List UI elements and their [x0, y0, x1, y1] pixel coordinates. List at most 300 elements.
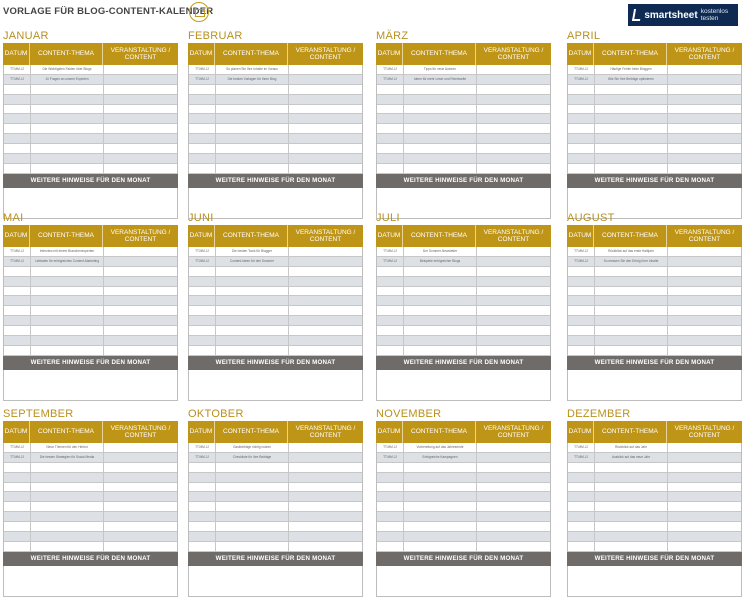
event-cell[interactable] — [104, 105, 177, 114]
topic-cell[interactable] — [595, 154, 668, 163]
table-row[interactable] — [568, 154, 741, 164]
date-cell[interactable] — [4, 95, 31, 104]
date-cell[interactable] — [377, 483, 404, 492]
date-cell[interactable] — [568, 502, 595, 511]
table-row[interactable] — [189, 65, 362, 75]
event-cell[interactable] — [289, 483, 362, 492]
table-row[interactable] — [568, 463, 741, 473]
event-cell[interactable] — [477, 336, 550, 345]
event-cell[interactable] — [668, 473, 741, 482]
event-cell[interactable] — [104, 134, 177, 143]
event-cell[interactable] — [289, 154, 362, 163]
table-row[interactable] — [568, 287, 741, 297]
topic-cell[interactable] — [595, 522, 668, 531]
event-cell[interactable] — [668, 336, 741, 345]
event-cell[interactable] — [289, 267, 362, 276]
table-row[interactable] — [189, 502, 362, 512]
topic-cell[interactable] — [404, 316, 477, 325]
date-cell[interactable] — [4, 492, 31, 501]
event-cell[interactable] — [477, 346, 550, 355]
event-cell[interactable] — [477, 247, 550, 256]
date-cell[interactable] — [377, 316, 404, 325]
event-cell[interactable] — [289, 75, 362, 84]
table-row[interactable] — [568, 336, 741, 346]
date-cell[interactable] — [189, 277, 216, 286]
date-cell[interactable] — [568, 483, 595, 492]
event-cell[interactable] — [289, 257, 362, 266]
table-row[interactable] — [4, 453, 177, 463]
topic-cell[interactable] — [595, 95, 668, 104]
topic-cell[interactable] — [404, 473, 477, 482]
event-cell[interactable] — [289, 463, 362, 472]
event-cell[interactable] — [477, 532, 550, 541]
table-row[interactable] — [4, 105, 177, 115]
topic-cell[interactable] — [404, 336, 477, 345]
date-cell[interactable] — [377, 532, 404, 541]
table-row[interactable] — [568, 443, 741, 453]
topic-cell[interactable]: Wie Sie Ihre Beiträge optimieren — [595, 75, 668, 84]
event-cell[interactable] — [477, 512, 550, 521]
table-row[interactable] — [4, 287, 177, 297]
topic-cell[interactable] — [404, 326, 477, 335]
date-cell[interactable] — [189, 502, 216, 511]
topic-cell[interactable] — [216, 277, 289, 286]
date-cell[interactable] — [4, 326, 31, 335]
date-cell[interactable] — [189, 114, 216, 123]
date-cell[interactable]: TT.MM.JJ — [568, 65, 595, 74]
topic-cell[interactable] — [31, 492, 104, 501]
table-row[interactable] — [377, 336, 550, 346]
notes-area[interactable] — [3, 370, 178, 401]
table-row[interactable] — [189, 453, 362, 463]
date-cell[interactable] — [568, 267, 595, 276]
event-cell[interactable] — [104, 85, 177, 94]
event-cell[interactable] — [668, 542, 741, 551]
date-cell[interactable] — [568, 124, 595, 133]
topic-cell[interactable] — [404, 164, 477, 173]
table-row[interactable] — [377, 247, 550, 257]
date-cell[interactable]: TT.MM.JJ — [377, 65, 404, 74]
topic-cell[interactable] — [31, 512, 104, 521]
event-cell[interactable] — [477, 114, 550, 123]
event-cell[interactable] — [477, 65, 550, 74]
event-cell[interactable] — [104, 473, 177, 482]
topic-cell[interactable] — [404, 267, 477, 276]
date-cell[interactable]: TT.MM.JJ — [377, 443, 404, 452]
topic-cell[interactable] — [31, 473, 104, 482]
event-cell[interactable] — [104, 114, 177, 123]
table-row[interactable] — [189, 277, 362, 287]
topic-cell[interactable]: Vorbereitung auf das Jahresende — [404, 443, 477, 452]
table-row[interactable] — [4, 257, 177, 267]
date-cell[interactable] — [4, 532, 31, 541]
topic-cell[interactable] — [31, 542, 104, 551]
date-cell[interactable] — [568, 164, 595, 173]
topic-cell[interactable] — [595, 114, 668, 123]
event-cell[interactable] — [668, 154, 741, 163]
topic-cell[interactable] — [404, 95, 477, 104]
date-cell[interactable] — [568, 85, 595, 94]
table-row[interactable] — [189, 114, 362, 124]
table-row[interactable] — [377, 326, 550, 336]
date-cell[interactable] — [189, 522, 216, 531]
table-row[interactable] — [377, 296, 550, 306]
date-cell[interactable] — [4, 277, 31, 286]
event-cell[interactable] — [668, 483, 741, 492]
date-cell[interactable] — [4, 346, 31, 355]
event-cell[interactable] — [477, 463, 550, 472]
date-cell[interactable] — [4, 105, 31, 114]
topic-cell[interactable] — [31, 326, 104, 335]
event-cell[interactable] — [668, 134, 741, 143]
event-cell[interactable] — [668, 124, 741, 133]
topic-cell[interactable] — [595, 134, 668, 143]
table-row[interactable] — [4, 443, 177, 453]
topic-cell[interactable] — [216, 492, 289, 501]
table-row[interactable] — [568, 65, 741, 75]
topic-cell[interactable]: Ausblick auf das neue Jahr — [595, 453, 668, 462]
topic-cell[interactable] — [216, 134, 289, 143]
date-cell[interactable] — [189, 105, 216, 114]
event-cell[interactable] — [104, 287, 177, 296]
event-cell[interactable] — [668, 247, 741, 256]
event-cell[interactable] — [289, 114, 362, 123]
event-cell[interactable] — [477, 443, 550, 452]
topic-cell[interactable]: Die besten Tools für Blogger — [216, 247, 289, 256]
event-cell[interactable] — [668, 75, 741, 84]
table-row[interactable] — [568, 164, 741, 174]
event-cell[interactable] — [289, 65, 362, 74]
table-row[interactable] — [377, 473, 550, 483]
event-cell[interactable] — [104, 453, 177, 462]
date-cell[interactable] — [4, 154, 31, 163]
date-cell[interactable] — [377, 492, 404, 501]
table-row[interactable] — [189, 316, 362, 326]
table-row[interactable] — [189, 124, 362, 134]
table-row[interactable] — [189, 512, 362, 522]
date-cell[interactable]: TT.MM.JJ — [568, 453, 595, 462]
topic-cell[interactable] — [595, 512, 668, 521]
date-cell[interactable] — [4, 316, 31, 325]
notes-area[interactable] — [3, 566, 178, 597]
topic-cell[interactable]: Interview mit einem Branchenexperten — [31, 247, 104, 256]
event-cell[interactable] — [289, 85, 362, 94]
table-row[interactable] — [568, 257, 741, 267]
table-row[interactable] — [189, 443, 362, 453]
date-cell[interactable]: TT.MM.JJ — [189, 75, 216, 84]
table-row[interactable] — [189, 267, 362, 277]
table-row[interactable] — [4, 65, 177, 75]
event-cell[interactable] — [477, 492, 550, 501]
date-cell[interactable] — [189, 463, 216, 472]
date-cell[interactable]: TT.MM.JJ — [4, 257, 31, 266]
date-cell[interactable] — [189, 85, 216, 94]
topic-cell[interactable] — [216, 105, 289, 114]
topic-cell[interactable] — [595, 346, 668, 355]
topic-cell[interactable] — [31, 316, 104, 325]
table-row[interactable] — [4, 326, 177, 336]
event-cell[interactable] — [104, 463, 177, 472]
table-row[interactable] — [189, 144, 362, 154]
table-row[interactable] — [189, 164, 362, 174]
date-cell[interactable] — [377, 336, 404, 345]
date-cell[interactable] — [377, 164, 404, 173]
table-row[interactable] — [568, 316, 741, 326]
topic-cell[interactable]: Die besten Vorlagen für Ihren Blog — [216, 75, 289, 84]
table-row[interactable] — [189, 296, 362, 306]
table-row[interactable] — [189, 247, 362, 257]
topic-cell[interactable]: Die besten Strategien für Social Media — [31, 453, 104, 462]
table-row[interactable] — [189, 75, 362, 85]
date-cell[interactable] — [568, 144, 595, 153]
event-cell[interactable] — [289, 326, 362, 335]
topic-cell[interactable]: So planen Sie Ihre Inhalte im Voraus — [216, 65, 289, 74]
topic-cell[interactable] — [595, 473, 668, 482]
date-cell[interactable]: TT.MM.JJ — [189, 65, 216, 74]
event-cell[interactable] — [668, 257, 741, 266]
event-cell[interactable] — [477, 473, 550, 482]
table-row[interactable] — [377, 443, 550, 453]
topic-cell[interactable] — [595, 542, 668, 551]
event-cell[interactable] — [477, 542, 550, 551]
topic-cell[interactable] — [216, 522, 289, 531]
event-cell[interactable] — [668, 522, 741, 531]
event-cell[interactable] — [104, 154, 177, 163]
event-cell[interactable] — [668, 532, 741, 541]
topic-cell[interactable] — [595, 296, 668, 305]
table-row[interactable] — [377, 75, 550, 85]
event-cell[interactable] — [477, 95, 550, 104]
table-row[interactable] — [377, 483, 550, 493]
topic-cell[interactable] — [216, 267, 289, 276]
date-cell[interactable] — [568, 316, 595, 325]
table-row[interactable] — [4, 483, 177, 493]
date-cell[interactable] — [377, 326, 404, 335]
topic-cell[interactable] — [404, 154, 477, 163]
topic-cell[interactable]: Der Sommer-Newsletter — [404, 247, 477, 256]
topic-cell[interactable] — [216, 473, 289, 482]
date-cell[interactable] — [189, 154, 216, 163]
table-row[interactable] — [4, 346, 177, 356]
event-cell[interactable] — [668, 65, 741, 74]
event-cell[interactable] — [477, 154, 550, 163]
table-row[interactable] — [4, 95, 177, 105]
table-row[interactable] — [568, 105, 741, 115]
table-row[interactable] — [4, 164, 177, 174]
table-row[interactable] — [189, 154, 362, 164]
table-row[interactable] — [4, 277, 177, 287]
event-cell[interactable] — [668, 114, 741, 123]
topic-cell[interactable] — [31, 134, 104, 143]
date-cell[interactable] — [4, 114, 31, 123]
date-cell[interactable]: TT.MM.JJ — [568, 247, 595, 256]
event-cell[interactable] — [104, 316, 177, 325]
event-cell[interactable] — [668, 85, 741, 94]
topic-cell[interactable] — [216, 316, 289, 325]
date-cell[interactable]: TT.MM.JJ — [4, 443, 31, 452]
table-row[interactable] — [189, 134, 362, 144]
topic-cell[interactable] — [404, 287, 477, 296]
event-cell[interactable] — [104, 306, 177, 315]
event-cell[interactable] — [668, 316, 741, 325]
event-cell[interactable] — [104, 75, 177, 84]
notes-area[interactable] — [188, 566, 363, 597]
topic-cell[interactable]: Rückblick auf das Jahr — [595, 443, 668, 452]
table-row[interactable] — [4, 296, 177, 306]
table-row[interactable] — [4, 512, 177, 522]
date-cell[interactable] — [568, 326, 595, 335]
date-cell[interactable] — [568, 532, 595, 541]
event-cell[interactable] — [104, 502, 177, 511]
topic-cell[interactable] — [31, 105, 104, 114]
date-cell[interactable] — [568, 336, 595, 345]
topic-cell[interactable] — [595, 287, 668, 296]
table-row[interactable] — [568, 306, 741, 316]
topic-cell[interactable] — [31, 463, 104, 472]
date-cell[interactable] — [4, 306, 31, 315]
date-cell[interactable] — [568, 306, 595, 315]
date-cell[interactable] — [4, 296, 31, 305]
table-row[interactable] — [4, 522, 177, 532]
topic-cell[interactable] — [404, 502, 477, 511]
table-row[interactable] — [4, 114, 177, 124]
table-row[interactable] — [568, 95, 741, 105]
event-cell[interactable] — [668, 306, 741, 315]
topic-cell[interactable] — [404, 105, 477, 114]
date-cell[interactable] — [377, 502, 404, 511]
table-row[interactable] — [568, 346, 741, 356]
date-cell[interactable] — [4, 85, 31, 94]
date-cell[interactable] — [189, 326, 216, 335]
topic-cell[interactable] — [31, 522, 104, 531]
table-row[interactable] — [568, 124, 741, 134]
event-cell[interactable] — [477, 326, 550, 335]
table-row[interactable] — [189, 483, 362, 493]
topic-cell[interactable] — [31, 296, 104, 305]
event-cell[interactable] — [477, 453, 550, 462]
event-cell[interactable] — [104, 492, 177, 501]
date-cell[interactable] — [377, 267, 404, 276]
table-row[interactable] — [189, 105, 362, 115]
event-cell[interactable] — [289, 346, 362, 355]
topic-cell[interactable] — [595, 124, 668, 133]
topic-cell[interactable] — [404, 85, 477, 94]
date-cell[interactable] — [568, 492, 595, 501]
date-cell[interactable] — [189, 267, 216, 276]
table-row[interactable] — [568, 75, 741, 85]
table-row[interactable] — [189, 532, 362, 542]
date-cell[interactable] — [189, 144, 216, 153]
topic-cell[interactable] — [595, 277, 668, 286]
table-row[interactable] — [189, 463, 362, 473]
event-cell[interactable] — [289, 502, 362, 511]
table-row[interactable] — [568, 542, 741, 552]
table-row[interactable] — [377, 105, 550, 115]
date-cell[interactable] — [189, 512, 216, 521]
topic-cell[interactable] — [216, 512, 289, 521]
table-row[interactable] — [189, 306, 362, 316]
topic-cell[interactable] — [595, 85, 668, 94]
event-cell[interactable] — [477, 144, 550, 153]
topic-cell[interactable] — [31, 144, 104, 153]
table-row[interactable] — [377, 267, 550, 277]
event-cell[interactable] — [477, 134, 550, 143]
event-cell[interactable] — [104, 532, 177, 541]
date-cell[interactable] — [377, 277, 404, 286]
topic-cell[interactable] — [404, 346, 477, 355]
event-cell[interactable] — [289, 512, 362, 521]
event-cell[interactable] — [104, 267, 177, 276]
topic-cell[interactable]: Rückblick auf das erste Halbjahr — [595, 247, 668, 256]
table-row[interactable] — [4, 75, 177, 85]
table-row[interactable] — [377, 95, 550, 105]
topic-cell[interactable] — [31, 267, 104, 276]
event-cell[interactable] — [289, 542, 362, 551]
event-cell[interactable] — [289, 443, 362, 452]
topic-cell[interactable] — [31, 164, 104, 173]
date-cell[interactable] — [4, 463, 31, 472]
event-cell[interactable] — [104, 512, 177, 521]
event-cell[interactable] — [104, 346, 177, 355]
date-cell[interactable] — [568, 473, 595, 482]
topic-cell[interactable] — [216, 463, 289, 472]
date-cell[interactable]: TT.MM.JJ — [189, 443, 216, 452]
date-cell[interactable] — [568, 296, 595, 305]
topic-cell[interactable] — [595, 316, 668, 325]
date-cell[interactable] — [377, 85, 404, 94]
date-cell[interactable] — [377, 542, 404, 551]
topic-cell[interactable] — [404, 277, 477, 286]
topic-cell[interactable] — [216, 532, 289, 541]
date-cell[interactable] — [189, 316, 216, 325]
table-row[interactable] — [4, 492, 177, 502]
topic-cell[interactable] — [404, 296, 477, 305]
topic-cell[interactable]: Leitfaden für erfolgreiches Content-Marketing — [31, 257, 104, 266]
topic-cell[interactable] — [216, 164, 289, 173]
table-row[interactable] — [568, 267, 741, 277]
date-cell[interactable]: TT.MM.JJ — [4, 453, 31, 462]
topic-cell[interactable]: 10 Fragen an unsere Experten — [31, 75, 104, 84]
table-row[interactable] — [377, 316, 550, 326]
event-cell[interactable] — [104, 296, 177, 305]
date-cell[interactable] — [4, 502, 31, 511]
topic-cell[interactable] — [595, 326, 668, 335]
table-row[interactable] — [377, 542, 550, 552]
table-row[interactable] — [377, 532, 550, 542]
table-row[interactable] — [4, 134, 177, 144]
table-row[interactable] — [189, 85, 362, 95]
date-cell[interactable] — [4, 134, 31, 143]
event-cell[interactable] — [104, 164, 177, 173]
table-row[interactable] — [568, 512, 741, 522]
event-cell[interactable] — [668, 105, 741, 114]
topic-cell[interactable] — [404, 114, 477, 123]
notes-area[interactable] — [376, 566, 551, 597]
date-cell[interactable]: TT.MM.JJ — [189, 257, 216, 266]
table-row[interactable] — [377, 346, 550, 356]
event-cell[interactable] — [668, 95, 741, 104]
table-row[interactable] — [4, 85, 177, 95]
event-cell[interactable] — [104, 95, 177, 104]
date-cell[interactable]: TT.MM.JJ — [4, 247, 31, 256]
date-cell[interactable] — [377, 306, 404, 315]
topic-cell[interactable] — [31, 483, 104, 492]
date-cell[interactable] — [4, 144, 31, 153]
topic-cell[interactable]: Checkliste für Ihre Beiträge — [216, 453, 289, 462]
date-cell[interactable] — [568, 522, 595, 531]
date-cell[interactable] — [377, 144, 404, 153]
event-cell[interactable] — [668, 267, 741, 276]
